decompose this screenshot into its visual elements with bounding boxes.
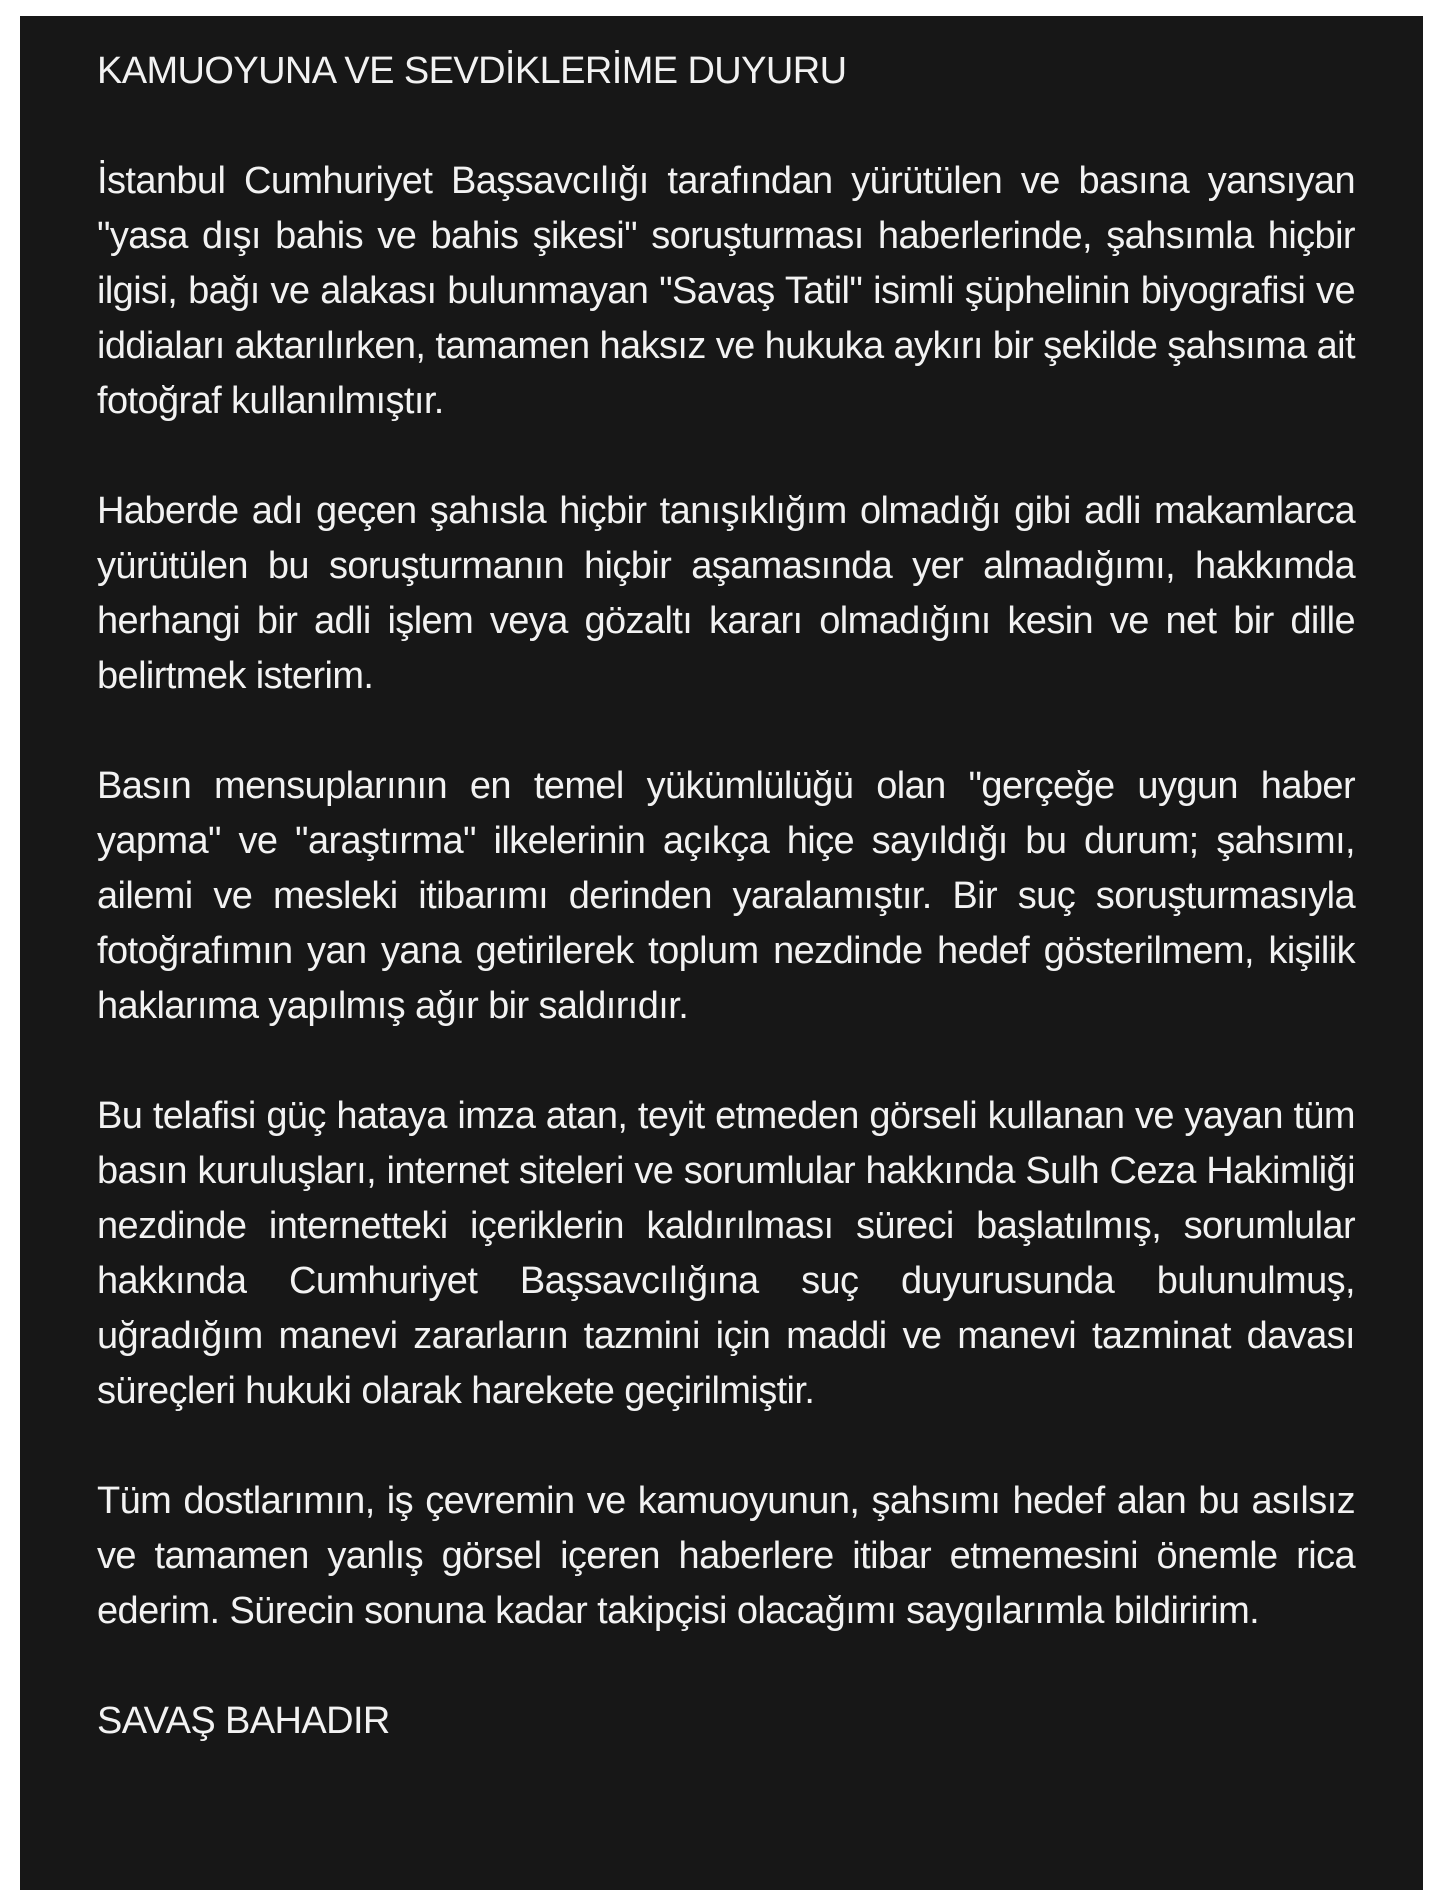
paragraph-3: Basın mensuplarının en temel yükümlülüğü olan "gerçeğe uygun haber yapma" ve "araştırma" ilkelerinin açıkça hiçe sayıldığı bu durum; şahsımı, ailemi ve mesleki itibarımı derinden yaralamıştır. Bir suç soruşturmasıyla fotoğrafımın yan yana getirilerek toplum nezdinde hedef gösterilmem, kişilik haklarıma yapılmış ağır bir saldırıdır. bbox=[97, 765, 1355, 1027]
signature: SAVAŞ BAHADIR bbox=[97, 1700, 390, 1742]
paragraph-4: Bu telafisi güç hataya imza atan, teyit etmeden görseli kullanan ve yayan tüm basın kuruluşları, internet siteleri ve sorumlular hakkında Sulh Ceza Hakimliği nezdinde internetteki içeriklerin kaldırılması süreci başlatılmış, sorumlular hakkında Cumhuriyet Başsavcılığına suç duyurusunda bulunulmuş, uğradığım manevi zararların tazmini için maddi ve manevi tazminat davası süreçleri hukuki olarak harekete geçirilmiştir. bbox=[97, 1095, 1355, 1412]
announcement-body bbox=[97, 44, 1355, 1749]
announcement-title: KAMUOYUNA VE SEVDİKLERİME DUYURU bbox=[97, 50, 847, 92]
announcement-panel bbox=[20, 16, 1423, 1890]
paragraph-2: Haberde adı geçen şahısla hiçbir tanışıklığım olmadığı gibi adli makamlarca yürütülen bu soruşturmanın hiçbir aşamasında yer almadığımı, hakkımda herhangi bir adli işlem veya gözaltı kararı olmadığını kesin ve net bir dille belirtmek isterim. bbox=[97, 490, 1355, 697]
paragraph-1: İstanbul Cumhuriyet Başsavcılığı tarafından yürütülen ve basına yansıyan "yasa dışı bahis ve bahis şikesi" soruşturması haberlerinde, şahsımla hiçbir ilgisi, bağı ve alakası bulunmayan "Savaş Tatil" isimli şüphelinin biyografisi ve iddiaları aktarılırken, tamamen haksız ve hukuka aykırı bir şekilde şahsıma ait fotoğraf kullanılmıştır. bbox=[97, 160, 1355, 422]
paragraph-5: Tüm dostlarımın, iş çevremin ve kamuoyunun, şahsımı hedef alan bu asılsız ve tamamen yanlış görsel içeren haberlere itibar etmemesini önemle rica ederim. Sürecin sonuna kadar takipçisi olacağımı saygılarımla bildiririm. bbox=[97, 1480, 1355, 1632]
